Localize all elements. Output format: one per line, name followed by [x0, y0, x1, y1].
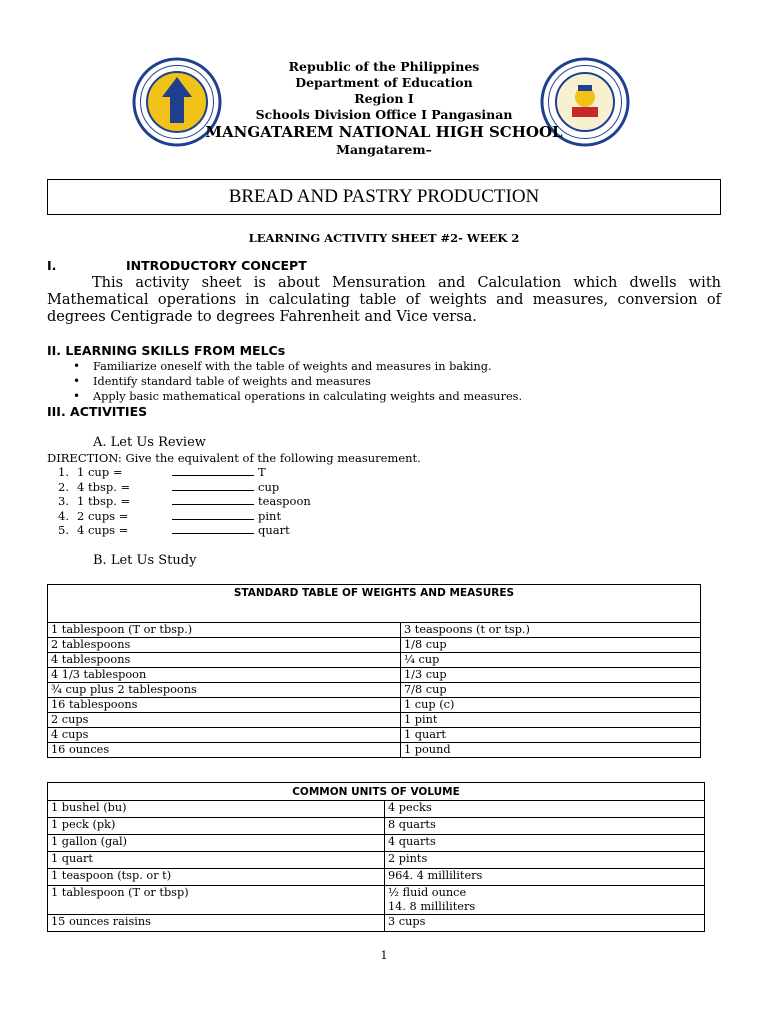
- table-row: [48, 801, 705, 818]
- section-heading: INTRODUCTORY CONCEPT: [126, 258, 307, 273]
- item-unit: pint: [258, 508, 282, 523]
- table-cell-equivalent: 8 quarts: [385, 818, 705, 835]
- table-row: [48, 835, 705, 852]
- item-number: 5.: [58, 523, 69, 538]
- answer-blank[interactable]: [172, 510, 254, 520]
- review-questions: [45, 465, 311, 538]
- table-cell-equivalent: 4 quarts: [385, 835, 705, 852]
- school-name: MANGATAREM NATIONAL HIGH SCHOOL: [205, 123, 563, 141]
- table-row: [48, 915, 705, 932]
- intro-line: degrees Centigrade to degrees Fahrenheit and Vice versa.: [47, 309, 477, 325]
- item-measure: 1 tbsp. =: [77, 494, 131, 509]
- item-number: 1.: [58, 465, 69, 479]
- table-cell-quantity: 4 tablespoons: [48, 653, 401, 668]
- item-measure: 4 tbsp. =: [77, 479, 131, 494]
- list-item: [45, 480, 311, 495]
- letterhead-line: Region I: [354, 91, 414, 106]
- table-title: COMMON UNITS OF VOLUME: [48, 783, 705, 801]
- letterhead: [0, 59, 768, 158]
- list-item: • Apply basic mathematical operations in calculating weights and measures.: [65, 389, 725, 404]
- table-cell-equivalent: 3 cups: [385, 915, 705, 932]
- item-unit: quart: [258, 523, 290, 538]
- item-measure: 2 cups =: [77, 508, 129, 523]
- table-row: [48, 869, 705, 886]
- section-number: I.: [47, 258, 57, 273]
- table-row: [48, 728, 701, 743]
- table-cell-equivalent: ¼ cup: [401, 653, 701, 668]
- table-cell-quantity: 1 peck (pk): [48, 818, 385, 835]
- table-row: [48, 668, 701, 683]
- answer-blank[interactable]: [172, 481, 254, 491]
- answer-blank[interactable]: [172, 495, 254, 505]
- study-label: B. Let Us Study: [93, 553, 197, 568]
- table-row: [48, 852, 705, 869]
- table-cell-equivalent: 2 pints: [385, 852, 705, 869]
- letterhead-line: Republic of the Philippines: [288, 59, 480, 74]
- table-row: [48, 743, 701, 758]
- table-cell-quantity: 1 teaspoon (tsp. or t): [48, 869, 385, 886]
- table-cell-quantity: ¾ cup plus 2 tablespoons: [48, 683, 401, 698]
- table-cell-equivalent: 1 quart: [401, 728, 701, 743]
- intro-paragraph: [47, 275, 721, 326]
- table-cell-quantity: 1 quart: [48, 852, 385, 869]
- direction-text: DIRECTION: Give the equivalent of the following measurement.: [47, 451, 421, 465]
- letterhead-line: Department of Education: [295, 75, 473, 90]
- list-item: [45, 494, 311, 509]
- table-row: [48, 713, 701, 728]
- table-row: [48, 653, 701, 668]
- table-row: [48, 683, 701, 698]
- table-cell-equivalent: 1 cup (c): [401, 698, 701, 713]
- weights-measures-table: [47, 584, 701, 758]
- section-heading: III. ACTIVITIES: [47, 404, 148, 419]
- table-cell-quantity: 1 tablespoon (T or tbsp.): [48, 623, 401, 638]
- table-cell-quantity: 1 bushel (bu): [48, 801, 385, 818]
- item-number: 3.: [58, 494, 69, 509]
- item-number: 4.: [58, 508, 69, 523]
- letterhead-line: Schools Division Office I Pangasinan: [255, 107, 513, 122]
- table-cell-equivalent: 964. 4 milliliters: [385, 869, 705, 886]
- sheet-label: LEARNING ACTIVITY SHEET #2- WEEK 2: [248, 231, 520, 245]
- table-cell-quantity: 16 ounces: [48, 743, 401, 758]
- table-title: STANDARD TABLE OF WEIGHTS AND MEASURES: [48, 585, 701, 623]
- item-measure: 1 cup =: [77, 465, 123, 479]
- item-measure: 4 cups =: [77, 523, 129, 538]
- table-cell-quantity: 16 tablespoons: [48, 698, 401, 713]
- list-item: [45, 523, 311, 538]
- skills-list: [65, 359, 725, 404]
- table-cell-quantity: 4 cups: [48, 728, 401, 743]
- subject-title: BREAD AND PASTRY PRODUCTION: [47, 179, 721, 215]
- intro-line: This activity sheet is about Mensuration and Calculation which dwells with: [92, 275, 721, 291]
- table-cell-equivalent: 1 pound: [401, 743, 701, 758]
- review-label: A. Let Us Review: [93, 435, 206, 450]
- volume-units-table: [47, 782, 705, 932]
- table-cell-quantity: 15 ounces raisins: [48, 915, 385, 932]
- answer-blank[interactable]: [172, 524, 254, 534]
- table-cell-quantity: 1 tablespoon (T or tbsp): [48, 886, 385, 915]
- list-item: [45, 509, 311, 524]
- table-cell-quantity: 2 cups: [48, 713, 401, 728]
- list-item: • Familiarize oneself with the table of weights and measures in baking.: [65, 359, 725, 374]
- item-unit: teaspoon: [258, 494, 311, 509]
- table-row: [48, 638, 701, 653]
- page-number: 1: [380, 949, 388, 962]
- table-row: [48, 818, 705, 835]
- table-cell-quantity: 2 tablespoons: [48, 638, 401, 653]
- table-row: [48, 698, 701, 713]
- list-item: [45, 465, 311, 480]
- item-number: 2.: [58, 479, 69, 494]
- section-heading: II. LEARNING SKILLS FROM MELCs: [47, 343, 286, 358]
- table-cell-equivalent: 1/8 cup: [401, 638, 701, 653]
- item-unit: T: [258, 465, 266, 479]
- table-cell-equivalent: 3 teaspoons (t or tsp.): [401, 623, 701, 638]
- list-item: • Identify standard table of weights and measures: [65, 374, 725, 389]
- table-cell-quantity: 4 1/3 tablespoon: [48, 668, 401, 683]
- table-cell-equivalent: 1 pint: [401, 713, 701, 728]
- intro-line: Mathematical operations in calculating table of weights and measures, conversion of: [47, 292, 721, 308]
- table-cell-equivalent: 1/3 cup: [401, 668, 701, 683]
- table-row: [48, 623, 701, 638]
- table-cell-equivalent: 7/8 cup: [401, 683, 701, 698]
- table-cell-equivalent: 4 pecks: [385, 801, 705, 818]
- table-cell-quantity: 1 gallon (gal): [48, 835, 385, 852]
- school-town: Mangatarem–: [336, 142, 432, 157]
- table-row: [48, 886, 705, 915]
- table-cell-equivalent: ½ fluid ounce 14. 8 milliliters: [385, 886, 705, 915]
- item-unit: cup: [258, 479, 280, 494]
- answer-blank[interactable]: [172, 466, 254, 476]
